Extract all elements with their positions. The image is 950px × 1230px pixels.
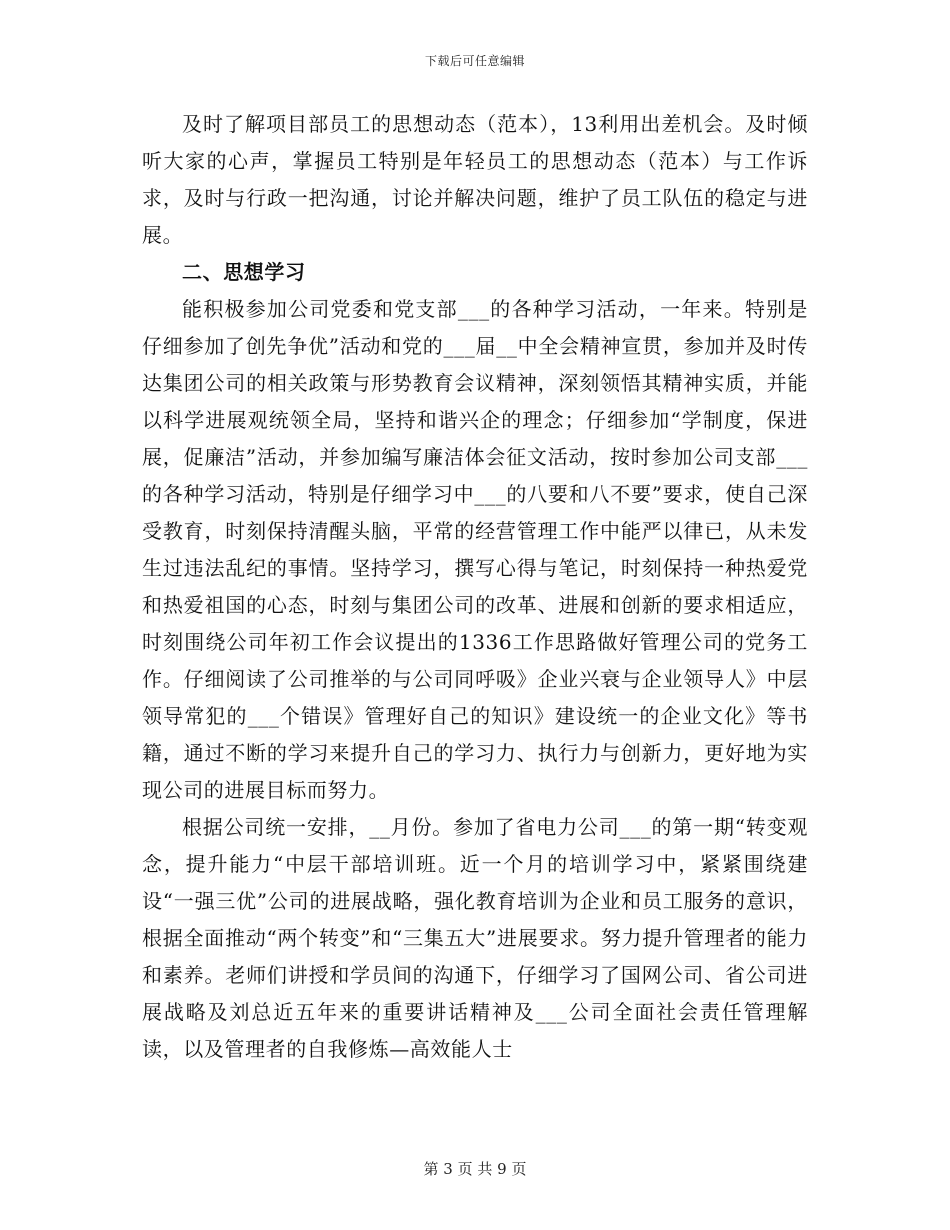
document-body <box>142 106 808 1068</box>
paragraph-training-class: 根据公司统一安排，__月份。参加了省电力公司___的第一期“转变观念，提升能力“中层干部培训班。近一个月的培训学习中，紧紧围绕建设“一强三优”公司的进展战略，强化教育培训为企业和员工服务的意识，根据全面推动“两个转变”和“三集五大”进展要求。努力提升管理者的能力和素养。老师们讲授和学员间的沟通下，仔细学习了国网公司、省公司进展战略及刘总近五年来的重要讲话精神及___公司全面社会责任管理解读，以及管理者的自我修炼—高效能人士 <box>142 815 808 1061</box>
paragraph-employee-dynamics: 及时了解项目部员工的思想动态（范本），13利用出差机会。及时倾听大家的心声，掌握员工特别是年轻员工的思想动态（范本）与工作诉求，及时与行政一把沟通，讨论并解决问题，维护了员工队伍的稳定与进展。 <box>142 112 808 247</box>
paragraph-study-activities: 能积极参加公司党委和党支部___的各种学习活动，一年来。特别是仔细参加了创先争优”活动和党的___届__中全会精神宣贯，参加并及时传达集团公司的相关政策与形势教育会议精神，深刻领悟其精神实质，并能以科学进展观统领全局，坚持和谐兴企的理念；仔细参加“学制度，保进展，促廉洁”活动，并参加编写廉洁体会征文活动，按时参加公司支部___的各种学习活动，特别是仔细学习中___的八要和八不要”要求，使自己深受教育，时刻保持清醒头脑，平常的经营管理工作中能严以律已，从未发生过违法乱纪的事情。坚持学习，撰写心得与笔记，时刻保持一种热爱党和热爱祖国的心态，时刻与集团公司的改革、进展和创新的要求相适应，时刻围绕公司年初工作会议提出的1336工作思路做好管理公司的党务工作。仔细阅读了公司推举的与公司同呼吸》企业兴衰与企业领导人》中层领导常犯的___个错误》管理好自己的知识》建设统一的企业文化》等书籍，通过不断的学习来提升自己的学习力、执行力与创新力，更好地为实现公司的进展目标而努力。 <box>142 297 808 802</box>
section-heading-ideological-study: 二、思想学习 <box>182 260 306 284</box>
page-header: 下载后可任意编辑 <box>424 54 525 68</box>
page-number: 第 3 页 共 9 页 <box>423 1160 527 1178</box>
